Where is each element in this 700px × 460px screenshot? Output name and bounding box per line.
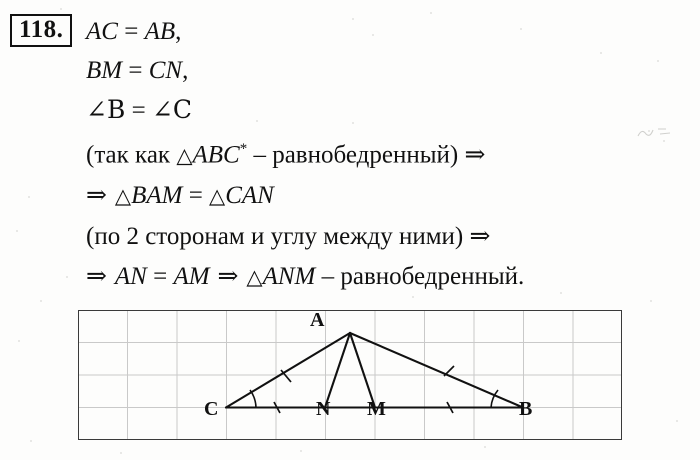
scan-speck [16, 230, 18, 232]
triangle-icon: △ [246, 265, 263, 290]
segment-an: AN [114, 263, 147, 291]
segment-a-n [325, 333, 350, 408]
problem-number-suffix: . [56, 16, 64, 43]
solution-line-5 [86, 175, 692, 216]
scan-speck [40, 300, 42, 302]
segment-ac: AC [86, 18, 118, 45]
angle-arc-b [491, 390, 498, 408]
scan-speck [120, 452, 122, 454]
segment-a-m [350, 333, 375, 408]
scan-speck [650, 300, 652, 302]
solution-line-1 [86, 12, 692, 51]
equals-sign: = [125, 97, 152, 124]
scan-speck [676, 420, 678, 422]
implies-arrow-icon: ⇒ [86, 180, 115, 210]
angle-c: ∠C [151, 95, 193, 124]
equals-sign: = [182, 182, 210, 210]
scan-speck [30, 440, 32, 442]
vertex-label-c: C [204, 398, 219, 420]
triangle-icon: △ [209, 184, 226, 209]
vertex-label-a: A [310, 309, 325, 331]
problem-number: 118 [19, 16, 57, 43]
solution-line-7 [86, 256, 692, 297]
scan-speck [18, 340, 20, 342]
side-ca [226, 333, 350, 408]
scan-speck [66, 276, 68, 278]
scan-speck [28, 196, 30, 198]
triangle-icon: △ [114, 184, 132, 209]
equals-sign: = [117, 18, 145, 45]
implies-arrow-icon: ⇒ [469, 221, 491, 251]
conclusion-text: – равнобедренный. [315, 263, 525, 291]
segment-ab: AB [144, 18, 176, 45]
segment-am: AM [173, 263, 210, 291]
vertex-label-n: N [316, 398, 331, 420]
vertex-label-b: B [519, 398, 533, 420]
implies-arrow-icon: ⇒ [209, 261, 247, 291]
triangle-abc: ABC [192, 141, 240, 169]
vertex-label-m: M [367, 398, 386, 420]
comma: , [182, 57, 189, 84]
reason-text: – равнобедренный) [247, 141, 465, 169]
side-ab [350, 333, 523, 408]
solution-line-6 [86, 216, 692, 256]
solution-line-2 [86, 51, 692, 90]
angle-arc-c [250, 390, 256, 408]
implies-arrow-icon: ⇒ [464, 139, 486, 169]
segment-bm: BM [86, 57, 123, 84]
problem-number-box [10, 14, 72, 47]
scan-speck [300, 450, 302, 452]
reason-text: (по 2 сторонам и углу между ними) [86, 223, 470, 251]
solution-body [86, 12, 692, 297]
reason-prefix: (так как [86, 141, 177, 169]
star-mark: * [239, 141, 248, 157]
triangle-can: CAN [225, 182, 274, 210]
triangle-bam: BAM [131, 182, 183, 210]
segment-cn: CN [148, 57, 183, 84]
equals-sign: = [122, 57, 149, 84]
solution-line-3 [86, 90, 692, 130]
solution-line-4 [86, 130, 692, 175]
equals-sign: = [146, 263, 174, 291]
comma: , [175, 18, 182, 45]
angle-b: ∠B [86, 95, 126, 124]
implies-arrow-icon: ⇒ [86, 261, 115, 291]
scan-speck [60, 8, 62, 10]
scan-speck [484, 446, 486, 448]
triangle-drawing [78, 310, 622, 440]
triangle-icon: △ [176, 143, 193, 168]
triangle-anm: ANM [262, 263, 316, 291]
geometry-figure [78, 310, 622, 440]
